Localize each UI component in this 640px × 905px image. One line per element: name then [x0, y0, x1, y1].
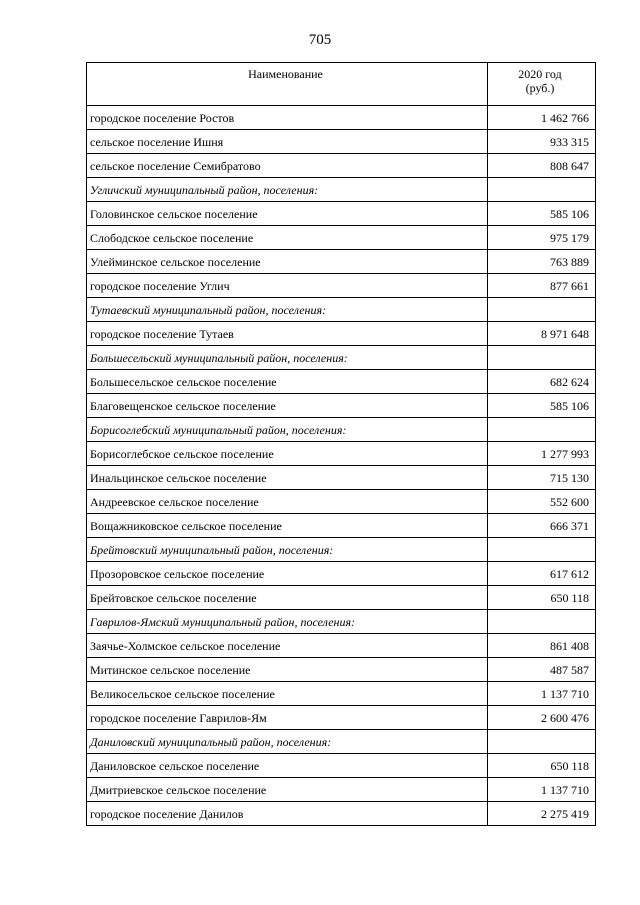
amount-cell	[488, 298, 596, 322]
district-name-cell: Брейтовский муниципальный район, поселения:	[87, 538, 488, 562]
settlement-name-cell: городское поселение Ростов	[87, 106, 488, 130]
settlement-name-cell: сельское поселение Ишня	[87, 130, 488, 154]
settlement-name-cell: Благовещенское сельское поселение	[87, 394, 488, 418]
table-row	[87, 562, 596, 586]
settlement-name-cell: Андреевское сельское поселение	[87, 490, 488, 514]
amount-cell: 763 889	[488, 250, 596, 274]
table-row	[87, 370, 596, 394]
table-row	[87, 394, 596, 418]
table-header-row	[87, 63, 596, 106]
table-row	[87, 442, 596, 466]
table-row	[87, 466, 596, 490]
amount-cell	[488, 418, 596, 442]
table-row	[87, 322, 596, 346]
table-row	[87, 802, 596, 826]
table-row	[87, 634, 596, 658]
table-row	[87, 514, 596, 538]
table-row	[87, 130, 596, 154]
amount-cell: 585 106	[488, 394, 596, 418]
amount-cell: 933 315	[488, 130, 596, 154]
district-name-cell: Даниловский муниципальный район, поселения:	[87, 730, 488, 754]
table-row	[87, 226, 596, 250]
settlement-name-cell: Борисоглебское сельское поселение	[87, 442, 488, 466]
settlement-name-cell: городское поселение Данилов	[87, 802, 488, 826]
district-name-cell: Угличский муниципальный район, поселения:	[87, 178, 488, 202]
settlement-name-cell: Брейтовское сельское поселение	[87, 586, 488, 610]
settlement-name-cell: Головинское сельское поселение	[87, 202, 488, 226]
district-row	[87, 298, 596, 322]
settlement-name-cell: сельское поселение Семибратово	[87, 154, 488, 178]
settlement-name-cell: городское поселение Тутаев	[87, 322, 488, 346]
table-row	[87, 586, 596, 610]
settlement-name-cell: Дмитриевское сельское поселение	[87, 778, 488, 802]
settlement-name-cell: Улейминское сельское поселение	[87, 250, 488, 274]
settlement-name-cell: Митинское сельское поселение	[87, 658, 488, 682]
amount-cell: 877 661	[488, 274, 596, 298]
amount-cell	[488, 538, 596, 562]
amount-cell: 808 647	[488, 154, 596, 178]
amount-cell: 8 971 648	[488, 322, 596, 346]
amount-cell: 617 612	[488, 562, 596, 586]
column-header-year-title: 2020 год	[518, 67, 562, 81]
district-name-cell: Борисоглебский муниципальный район, поселения:	[87, 418, 488, 442]
amount-cell: 1 277 993	[488, 442, 596, 466]
amount-cell	[488, 610, 596, 634]
table-row	[87, 658, 596, 682]
table-row	[87, 250, 596, 274]
table-row	[87, 154, 596, 178]
amount-cell: 650 118	[488, 754, 596, 778]
district-name-cell: Большесельский муниципальный район, поселения:	[87, 346, 488, 370]
column-header-name: Наименование	[87, 63, 488, 106]
settlement-name-cell: городское поселение Гаврилов-Ям	[87, 706, 488, 730]
table-row	[87, 490, 596, 514]
district-row	[87, 346, 596, 370]
table-row	[87, 106, 596, 130]
settlement-name-cell: Заячье-Холмское сельское поселение	[87, 634, 488, 658]
amount-cell: 666 371	[488, 514, 596, 538]
settlement-name-cell: Даниловское сельское поселение	[87, 754, 488, 778]
amount-cell: 2 600 476	[488, 706, 596, 730]
district-name-cell: Тутаевский муниципальный район, поселения:	[87, 298, 488, 322]
amount-cell: 585 106	[488, 202, 596, 226]
amount-cell: 650 118	[488, 586, 596, 610]
settlement-name-cell: Прозоровское сельское поселение	[87, 562, 488, 586]
amount-cell: 2 275 419	[488, 802, 596, 826]
table-row	[87, 274, 596, 298]
district-row	[87, 418, 596, 442]
amount-cell: 487 587	[488, 658, 596, 682]
district-name-cell: Гаврилов-Ямский муниципальный район, поселения:	[87, 610, 488, 634]
column-header-year-unit: (руб.)	[525, 81, 555, 95]
table-row	[87, 202, 596, 226]
settlement-name-cell: городское поселение Углич	[87, 274, 488, 298]
amount-cell: 552 600	[488, 490, 596, 514]
district-row	[87, 178, 596, 202]
settlement-name-cell: Великосельское сельское поселение	[87, 682, 488, 706]
table-row	[87, 754, 596, 778]
settlement-name-cell: Большесельское сельское поселение	[87, 370, 488, 394]
amount-cell	[488, 730, 596, 754]
district-row	[87, 730, 596, 754]
budget-table	[86, 62, 596, 826]
table-row	[87, 682, 596, 706]
settlement-name-cell: Инальцинское сельское поселение	[87, 466, 488, 490]
amount-cell: 1 462 766	[488, 106, 596, 130]
amount-cell	[488, 346, 596, 370]
page-number: 705	[308, 32, 332, 48]
table-row	[87, 706, 596, 730]
amount-cell: 861 408	[488, 634, 596, 658]
amount-cell: 715 130	[488, 466, 596, 490]
amount-cell: 682 624	[488, 370, 596, 394]
settlement-name-cell: Вощажниковское сельское поселение	[87, 514, 488, 538]
settlement-name-cell: Слободское сельское поселение	[87, 226, 488, 250]
amount-cell: 975 179	[488, 226, 596, 250]
amount-cell	[488, 178, 596, 202]
table-body	[87, 106, 596, 826]
table-row	[87, 778, 596, 802]
amount-cell: 1 137 710	[488, 682, 596, 706]
district-row	[87, 610, 596, 634]
district-row	[87, 538, 596, 562]
amount-cell: 1 137 710	[488, 778, 596, 802]
column-header-year	[488, 63, 596, 106]
